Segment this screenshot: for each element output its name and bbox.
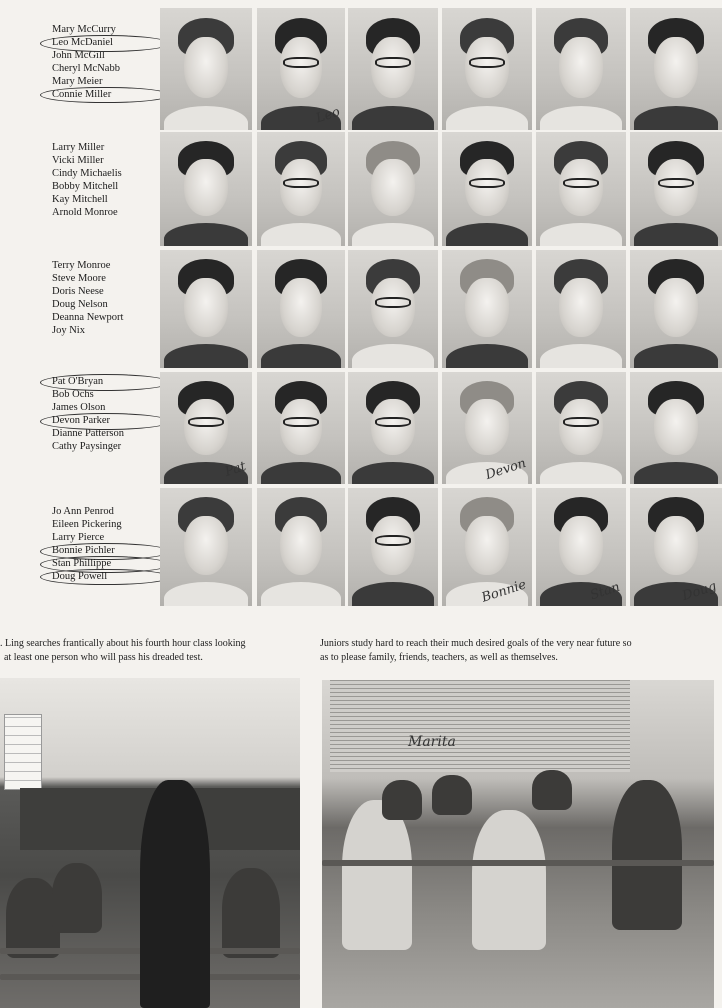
- student-portrait: [257, 132, 345, 246]
- student-figure: [432, 775, 472, 815]
- student-name: Bonnie Pichler: [52, 545, 156, 558]
- student-portrait: [630, 8, 722, 130]
- student-name: Pat O'Bryan: [52, 376, 156, 389]
- student-name: Larry Pierce: [52, 531, 105, 543]
- wall-calendar: [4, 714, 42, 790]
- name-list: [52, 506, 156, 583]
- handwritten-signature: Bonnie: [479, 577, 528, 606]
- student-name: Deanna Newport: [52, 311, 124, 323]
- student-portrait: [348, 250, 438, 368]
- student-portrait: [536, 132, 626, 246]
- glasses-icon: [188, 417, 225, 427]
- student-portrait: [160, 372, 252, 484]
- glasses-icon: [563, 417, 599, 427]
- student-name: Vicki Miller: [52, 154, 104, 166]
- glasses-icon: [469, 178, 505, 188]
- student-name: Eileen Pickering: [52, 518, 122, 530]
- student-portrait: [536, 488, 626, 606]
- student-portrait: [442, 8, 532, 130]
- student-name: Bobby Mitchell: [52, 180, 119, 192]
- handwritten-signature: Doug: [680, 578, 718, 604]
- student-portrait: [160, 8, 252, 130]
- student-name: Mary Meier: [52, 75, 103, 87]
- student-name: Dianne Patterson: [52, 427, 125, 439]
- student-name: Doug Nelson: [52, 298, 108, 310]
- student-portrait: [348, 488, 438, 606]
- student-name: Larry Miller: [52, 142, 105, 153]
- student-portrait: [257, 250, 345, 368]
- student-name: Devon Parker: [52, 415, 156, 428]
- student-portrait: [630, 132, 722, 246]
- student-name: Arnold Monroe: [52, 206, 118, 218]
- student-name: Kay Mitchell: [52, 193, 108, 205]
- glasses-icon: [283, 417, 318, 427]
- student-portrait: [536, 8, 626, 130]
- student-portrait: [442, 250, 532, 368]
- glasses-icon: [375, 57, 411, 68]
- glasses-icon: [375, 417, 411, 427]
- student-portrait: [257, 488, 345, 606]
- name-list: [52, 376, 156, 453]
- student-name: Connie Miller: [52, 89, 156, 102]
- glasses-icon: [283, 178, 318, 188]
- student-portrait: [348, 8, 438, 130]
- student-figure: [532, 770, 572, 810]
- student-portrait: [442, 488, 532, 606]
- student-portrait: [257, 372, 345, 484]
- window-blinds: [330, 680, 630, 772]
- student-name: John McGill: [52, 49, 105, 61]
- student-portrait: [160, 132, 252, 246]
- student-name: Leo McDaniel: [52, 37, 156, 50]
- student-figure: [382, 780, 422, 820]
- student-name: Mary McCurry: [52, 24, 116, 35]
- student-figure: [472, 810, 546, 950]
- handwritten-signature: Leo: [313, 104, 342, 127]
- student-figure: [342, 800, 412, 950]
- student-name: Doug Powell: [52, 571, 156, 584]
- name-list: [52, 260, 156, 337]
- student-portrait: [348, 132, 438, 246]
- student-name: Terry Monroe: [52, 260, 111, 271]
- student-portrait: [630, 488, 722, 606]
- student-figure: [52, 863, 102, 933]
- student-portrait: [536, 372, 626, 484]
- student-portrait: [160, 250, 252, 368]
- glasses-icon: [658, 178, 695, 188]
- student-name: Cheryl McNabb: [52, 62, 120, 74]
- name-list: [52, 142, 156, 219]
- student-figure: [222, 868, 280, 958]
- student-portrait: [257, 8, 345, 130]
- name-list: [52, 24, 156, 101]
- student-portrait: [536, 250, 626, 368]
- photo-signature: Marita: [408, 734, 456, 750]
- classroom-students-photo: [322, 680, 714, 1008]
- student-name: Stan Phillippe: [52, 558, 156, 571]
- handwritten-signature: Devon: [483, 456, 528, 484]
- glasses-icon: [469, 57, 505, 68]
- student-portrait: [442, 372, 532, 484]
- student-figure: [612, 780, 682, 930]
- left-caption-line-2: at least one person who will pass his dreaded test.: [4, 652, 203, 663]
- student-name: Joy Nix: [52, 324, 85, 336]
- glasses-icon: [283, 57, 318, 68]
- student-name: Jo Ann Penrod: [52, 506, 114, 517]
- teacher-figure: [140, 780, 210, 1008]
- glasses-icon: [563, 178, 599, 188]
- right-caption-line-1: Juniors study hard to reach their much desired goals of the very near future so: [320, 638, 632, 649]
- student-portrait: [630, 250, 722, 368]
- glasses-icon: [375, 535, 411, 546]
- student-portrait: [160, 488, 252, 606]
- handwritten-signature: Stan: [588, 579, 623, 604]
- student-name: Cathy Paysinger: [52, 440, 122, 452]
- handwritten-signature: Pat: [223, 459, 249, 481]
- right-caption-line-2: as to please family, friends, teachers, as well as themselves.: [320, 652, 558, 663]
- glasses-icon: [375, 297, 411, 308]
- student-name: James Olson: [52, 401, 106, 413]
- student-name: Steve Moore: [52, 272, 106, 284]
- student-portrait: [630, 372, 722, 484]
- student-name: Cindy Michaelis: [52, 167, 122, 179]
- student-name: Doris Neese: [52, 285, 104, 297]
- left-caption-line-1: . Ling searches frantically about his fourth hour class looking: [0, 638, 246, 649]
- student-portrait: [442, 132, 532, 246]
- student-portrait: [348, 372, 438, 484]
- desk-row: [322, 860, 714, 866]
- student-name: Bob Ochs: [52, 388, 94, 400]
